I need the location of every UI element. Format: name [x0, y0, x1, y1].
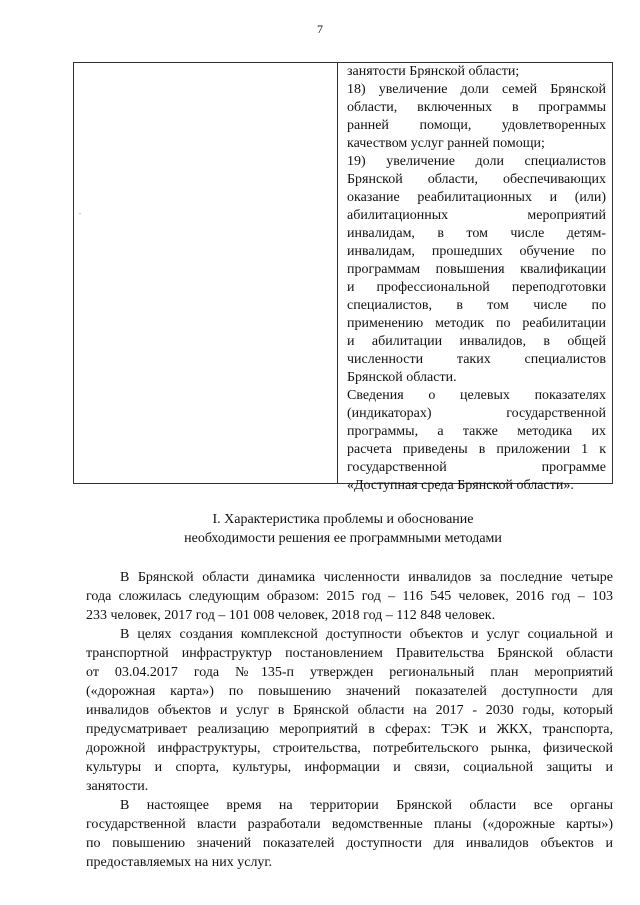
body-text-line: В Брянской области динамика численности инвалидов за последние четыре — [120, 570, 613, 585]
table-cell-line: и профессиональной переподготовки — [347, 280, 606, 295]
body-text-line: В целях создания комплексной доступности объектов и услуг социальной и — [120, 627, 613, 642]
body-text-line: культуры и спорта, культуры, информации и связи, социальной защиты и — [86, 760, 613, 775]
body-text-line: предоставляемых на них услуг. — [86, 855, 273, 870]
table-cell-line: качеством услуг ранней помощи; — [347, 136, 545, 151]
table-cell-line: Брянской области, обеспечивающих — [347, 172, 606, 187]
section-body — [86, 568, 613, 872]
body-text-line: предусматривает реализацию мероприятий в сферах: ТЭК и ЖКХ, транспорта, — [86, 722, 613, 737]
section-heading — [73, 510, 613, 548]
body-text-line: государственной власти разработали ведомственные планы («дорожные карты») — [86, 817, 613, 832]
table-cell-line: области, включенных в программы — [347, 100, 606, 115]
table-cell-line: (индикаторах) государственной — [347, 406, 606, 421]
table-cell-line: занятости Брянской области; — [347, 64, 520, 79]
table-cell-line: 18) увеличение доли семей Брянской — [347, 82, 606, 97]
table-cell-line: оказание реабилитационных и (или) — [347, 190, 606, 205]
table-left-cell-mark: . — [79, 207, 81, 216]
table-cell-line: Брянской области. — [347, 370, 457, 385]
table-cell-line: программы, а также методика их — [347, 424, 606, 439]
table-cell-line: применению методик по реабилитации — [347, 316, 606, 331]
body-text-line: занятости. — [86, 779, 149, 794]
table-cell-line: абилитационных мероприятий — [347, 208, 606, 223]
body-text-line: В настоящее время на территории Брянской области все органы — [120, 798, 613, 813]
body-text-line: года сложилась следующим образом: 2015 год – 116 545 человек, 2016 год – 103 — [86, 589, 613, 604]
table-cell-line: Сведения о целевых показателях — [347, 388, 606, 403]
table-cell-line: инвалидам, прошедших обучение по — [347, 244, 606, 259]
body-text-line: («дорожная карта») по повышению значений показателей доступности для — [86, 684, 613, 699]
page-number: 7 — [317, 22, 323, 36]
table-cell-line: государственной программе — [347, 460, 606, 475]
table-cell-line: программам повышения квалификации — [347, 262, 606, 277]
table-cell-line: 19) увеличение доли специалистов — [347, 154, 606, 169]
section-heading-line-2: необходимости решения ее программными методами — [184, 531, 502, 546]
body-text-line: по повышению значений показателей доступности для инвалидов объектов и — [86, 836, 613, 851]
body-text-line: от 03.04.2017 года №135-п утвержден региональный план мероприятий — [86, 665, 613, 680]
section-heading-line-1: I. Характеристика проблемы и обоснование — [212, 512, 474, 527]
table-column-divider — [337, 63, 338, 483]
table-right-cell — [347, 63, 606, 495]
table-cell-line: численности таких специалистов — [347, 352, 606, 367]
table-cell-line: инвалидам, в том числе детям- — [347, 226, 606, 241]
body-text-line: дорожной инфраструктуры, строительства, потребительского рынка, физической — [86, 741, 613, 756]
table-cell-line: и абилитации инвалидов, в общей — [347, 334, 606, 349]
goals-table — [73, 62, 613, 493]
body-text-line: 233 человек, 2017 год – 101 008 человек, 2018 год – 112 848 человек. — [86, 608, 496, 623]
table-cell-line: расчета приведены в приложении 1 к — [347, 442, 606, 457]
body-text-line: транспортной инфраструктур постановлением Правительства Брянской области — [86, 646, 613, 661]
body-text-line: инвалидов объектов и услуг в Брянской области на 2017 - 2030 годы, который — [86, 703, 613, 718]
table-cell-line: ранней помощи, удовлетворенных — [347, 118, 606, 133]
table-cell-line: «Доступная среда Брянской области». — [347, 478, 574, 493]
table-cell-line: специалистов, в том числе по — [347, 298, 606, 313]
